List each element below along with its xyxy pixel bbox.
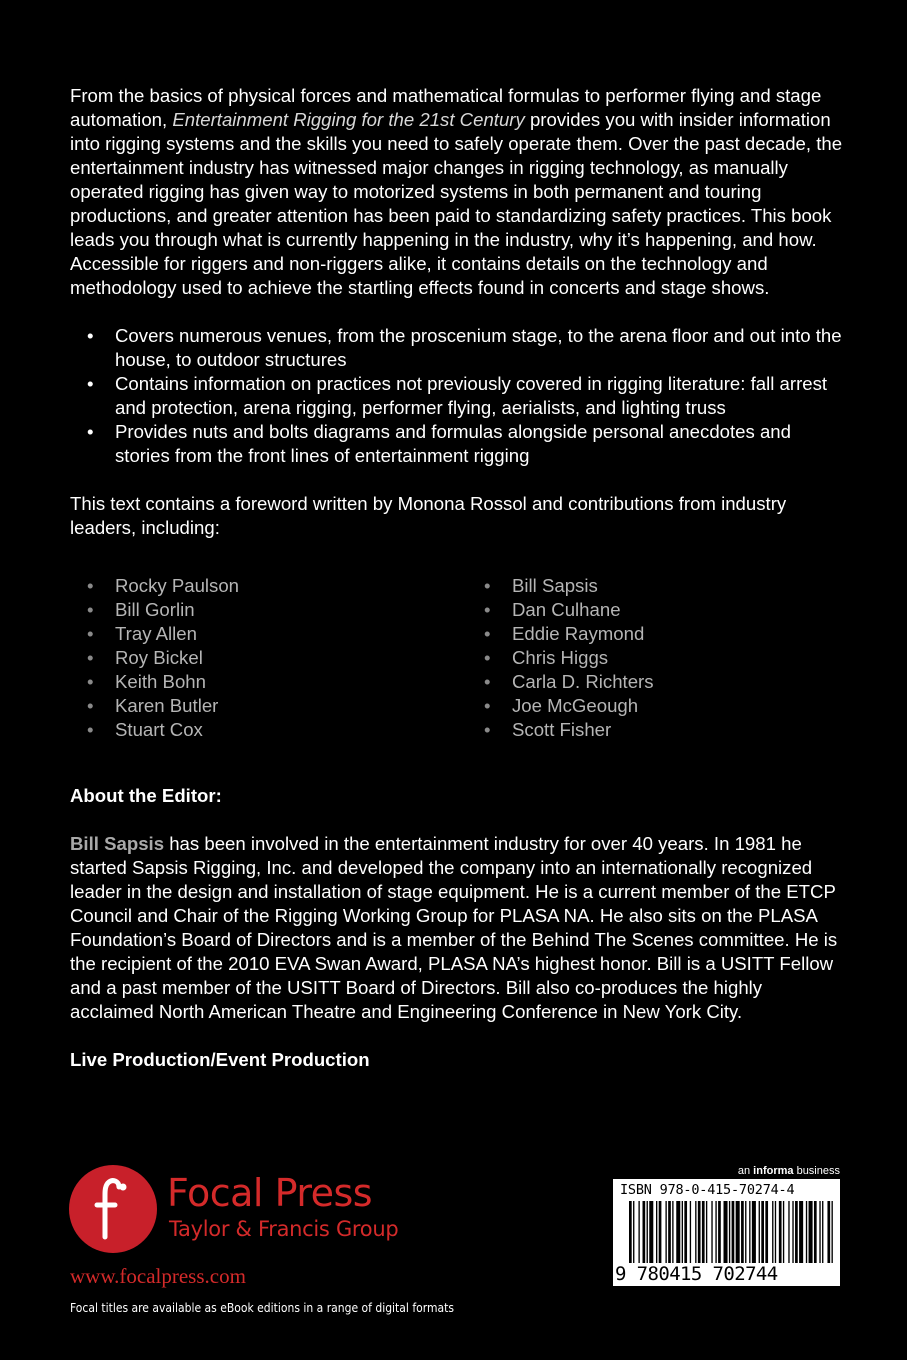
ean-number: 9 780415 702744 — [615, 1263, 838, 1285]
editor-bio — [70, 832, 845, 1024]
informa-business-label: an informa business — [737, 1165, 840, 1177]
contributor-list — [70, 574, 845, 742]
contributor-name: • Scott Fisher — [467, 718, 654, 742]
book-title: Entertainment Rigging for the 21st Century — [172, 109, 525, 130]
feature-item: • Covers numerous venues, from the proscenium stage, to the arena floor and out into the house, to outdoor structures — [70, 324, 845, 372]
isbn-barcode — [613, 1179, 840, 1286]
ebook-note: Focal titles are available as eBook editions in a range of digital formats — [70, 1301, 454, 1315]
back-cover-text — [70, 84, 845, 1072]
editor-name: Bill Sapsis — [70, 833, 165, 854]
contributor-name: • Bill Sapsis — [467, 574, 654, 598]
contributor-name: • Karen Butler — [70, 694, 467, 718]
feature-item: • Contains information on practices not previously covered in rigging literature: fall arrest and protection, arena rigging, performer flying, aerialists, and lighting truss — [70, 372, 845, 420]
contributor-name: • Tray Allen — [70, 622, 467, 646]
contributor-column-left — [70, 574, 467, 742]
editor-bio-text: has been involved in the entertainment industry for over 40 years. In 1981 he started Sapsis Rigging, Inc. and developed the company into an internationally recognized leader in the design and installation of stage equipment. He is a current member of the ETCP Council and Chair of the Rigging Working Group for PLASA NA. He also sits on the PLASA Foundation’s Board of Directors and is a member of the Behind The Scenes committee. He is the recipient of the 2010 EVA Swan Award, PLASA NA’s highest honor. Bill is a USITT Fellow and a past member of the USITT Board of Directors. Bill also co-produces the highly acclaimed North American Theatre and Engineering Conference in New York City. — [70, 833, 838, 1022]
contributor-name: • Eddie Raymond — [467, 622, 654, 646]
contributor-name: • Keith Bohn — [70, 670, 467, 694]
contributor-name: • Stuart Cox — [70, 718, 467, 742]
informa-brand: informa — [753, 1165, 794, 1177]
subject-category: Live Production/Event Production — [70, 1049, 370, 1070]
foreword-paragraph: This text contains a foreword written by Monona Rossol and contributions from industry leaders, including: — [70, 493, 787, 538]
focal-press-logo-icon — [69, 1165, 157, 1253]
intro-lead: From the basics of physical forces and mathematical formulas to performer flying and stage automation, — [70, 85, 822, 130]
intro-paragraph — [70, 84, 845, 300]
contributor-name: • Chris Higgs — [467, 646, 654, 670]
publisher-url: www.focalpress.com — [70, 1264, 246, 1288]
intro-rest: provides you with insider information into rigging systems and the skills you need to safely operate them. Over the past decade, the entertainment industry has witnessed major changes in rigging technology, as manually operated rigging has given way to motorized systems in both permanent and touring productions, and greater attention has been paid to standardizing safety practices. This book leads you through what is currently happening in the industry, why it’s happening, and how. Accessible for riggers and non-riggers alike, it contains details on the technology and methodology used to achieve the startling effects found in concerts and stage shows. — [70, 109, 843, 298]
isbn-number: ISBN 978-0-415-70274-4 — [620, 1182, 795, 1198]
contributor-column-right — [467, 574, 654, 742]
publisher-group: Taylor & Francis Group — [169, 1217, 399, 1241]
contributor-name: • Carla D. Richters — [467, 670, 654, 694]
feature-item: • Provides nuts and bolts diagrams and formulas alongside personal anecdotes and stories from the front lines of entertainment rigging — [70, 420, 845, 468]
contributor-name: • Bill Gorlin — [70, 598, 467, 622]
feature-list — [70, 324, 845, 468]
contributor-name: • Joe McGeough — [467, 694, 654, 718]
publisher-name: Focal Press — [167, 1171, 373, 1215]
contributor-name: • Dan Culhane — [467, 598, 654, 622]
contributor-name: • Rocky Paulson — [70, 574, 467, 598]
about-editor-heading: About the Editor: — [70, 785, 222, 806]
contributor-name: • Roy Bickel — [70, 646, 467, 670]
